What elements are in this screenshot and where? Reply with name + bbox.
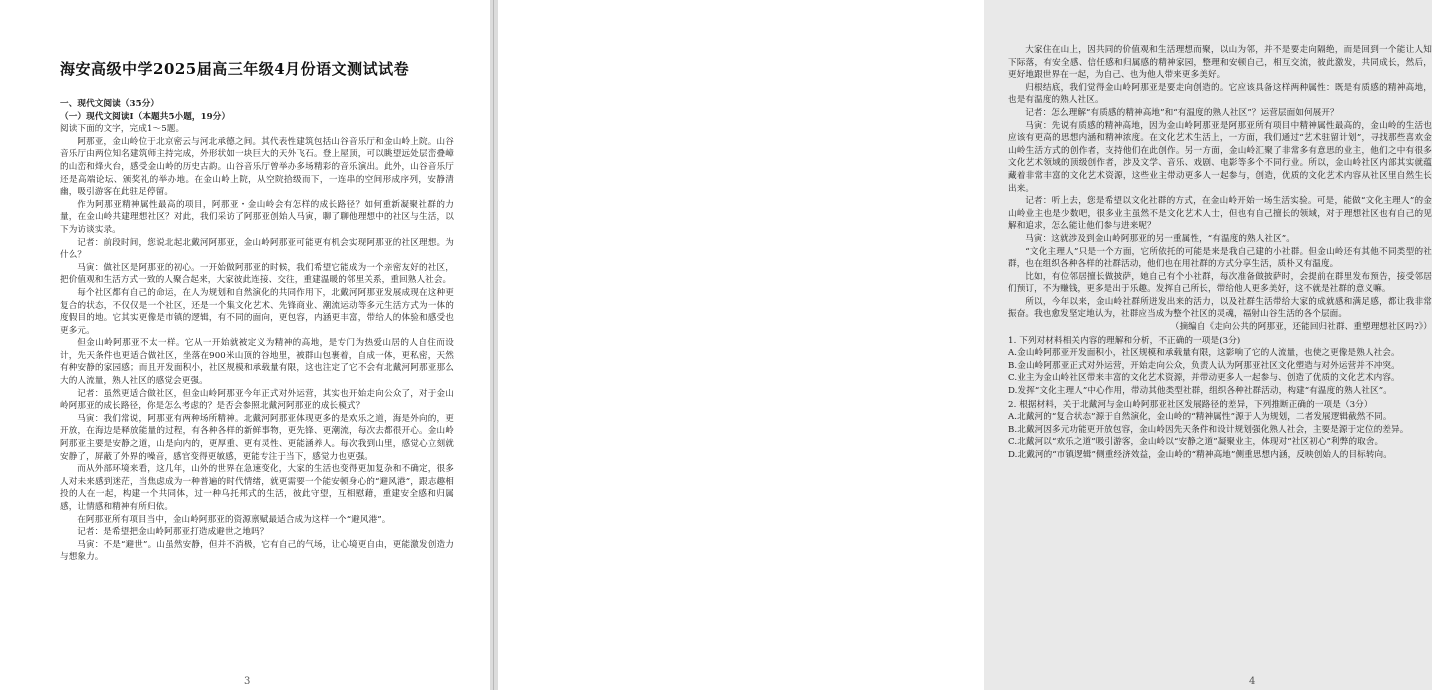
doc-title: 海安高级中学2025届高三年级4月份语文测试试卷 [60, 60, 410, 78]
question-option: A.金山岭阿那亚开发面积小，社区规模和承载量有限，这影响了它的人流量，也使之更像是熟人社会。 [1008, 348, 1400, 359]
page-gutter [490, 0, 498, 690]
page-number: 4 [1249, 676, 1256, 687]
section-heading: 一、现代文阅读（35分） [60, 99, 160, 109]
paragraph: 而从外部环境来看，这几年，山外的世界在急速变化，大家的生活也变得更加复杂和不确定，很多人对未来感到迷茫，当焦虑成为一种普遍的时代情绪，就更需要一个能安顿身心的“避风港”，跟志趣相投的人在一起，构建一个共同体，过一种乌托邦式的生活，彼此守望，互相慰藉，重建安全感和归属感，让情感和精神有所归依。 [60, 464, 454, 512]
instruction: 阅读下面的文字，完成1～5题。 [60, 124, 185, 135]
paragraph: 但金山岭阿那亚不太一样。它从一开始就被定义为精神的高地，是专门为热爱山居的人自住而设计，先天条件也更适合做社区，坐落在900米山顶的谷地里，被群山包裹着，自成一体，更私密，天然有种安静的家园感；而且开发面积小，社区规模和承载量有限，这也注定了它不会有北戴河阿那亚那么大的人流量，熟人社区的感觉会更强。 [60, 338, 454, 387]
paragraph: 马寅：我们常说，阿那亚有两种场所精神。北戴河阿那亚体现更多的是欢乐之道，海是外向的，更开放，在海边是释放能量的过程，有各种各样的新鲜事物，更先锋、更潮流，每次去都很开心。金山岭阿那亚主要是安静之道，山是向内的，更厚重、更有灵性、更能涵养人。每次我到山里，感觉心立刻就安静了，屏蔽了外界的噪音，感官变得更敏感，更能专注于当下，感觉力也更强。 [60, 413, 454, 462]
subsection-heading: （一）现代文阅读Ⅰ（本题共5小题，19分） [60, 111, 231, 122]
question-option: C.业主为金山岭社区带来丰富的文化艺术资源，并带动更多人一起参与、创造了优质的文化艺术内容。 [1008, 373, 1400, 384]
paragraph: 归根结底，我们觉得金山岭阿那亚是要走向创造的。它应该具备这样两种属性：既是有质感的精神高地，也是有温度的熟人社区。 [1008, 82, 1432, 106]
paragraph: 马寅：这就涉及到金山岭阿那亚的另一重属性，“有温度的熟人社区”。 [1025, 233, 1295, 244]
paragraph: 记者：是希望把金山岭阿那亚打造成避世之地吗？ [77, 527, 269, 538]
paragraph: 记者：虽然更适合做社区，但金山岭阿那亚今年正式对外运营，其实也开始走向公众了，对于金山岭阿那亚的成长路径，你是怎么考虑的？是否会参照北戴河阿那亚的成长模式？ [60, 388, 454, 412]
question-option: C.北戴河以“欢乐之道”吸引游客，金山岭以“安静之道”凝聚业主，体现对“社区初心”利弊的取舍。 [1008, 437, 1384, 448]
paragraph: 马寅：先说有质感的精神高地，因为金山岭阿那亚是阿那亚所有项目中精神属性最高的，金山岭的生活也应该有更高的思想内涵和精神浓度。在文化艺术生活上，一方面，我们通过“艺术驻留计划”，寻找那些喜欢金山岭生活方式的创作者，支持他们在此创作。另一方面，金山岭汇聚了非常多有意思的业主，他们之中有很多文化艺术领域的顶级创作者，涉及文学、音乐、戏剧、电影等多个不同行业。所以，金山岭社区内部其实就蕴藏着非常丰富的文化艺术资源，这些业主带动更多人一起参与，创造，优质的文化艺术内容从社区里自然生长出来。 [1008, 120, 1432, 194]
paragraph: “文化主理人”只是一个方面，它所依托的可能是来是我自己建的小社群。但金山岭还有其他不同类型的社群，也在组织各种各样的社群活动，他们也在用社群的方式分享生活，质朴又有温度。 [1008, 246, 1432, 270]
question-option: B.北戴河因多元功能更开放包容，金山岭因先天条件和设计规划强化熟人社会，主要是源于定位的差异。 [1008, 424, 1409, 435]
paragraph: 记者：听上去，您是希望以文化社群的方式，在金山岭开始一场生活实验。可是，能做“文化主理人”的金山岭业主也是少数吧，很多业主虽然不是文化艺术人士，但也有自己擅长的领域，对于理想社区也有自己的见解和追求，怎么能让他们参与进来呢？ [1008, 196, 1432, 232]
paragraph: 记者：前段时间，您说北起北戴河阿那亚，金山岭阿那亚可能更有机会实现阿那亚的社区理想。为什么？ [60, 237, 454, 261]
source-citation: （摘编自《走向公共的阿那亚，还能回归社群、重塑理想社区吗?》） [1170, 322, 1432, 333]
paragraph: 作为阿那亚精神属性最高的项目，阿那亚・金山岭会有怎样的成长路径？如何重新凝聚社群的力量，在金山岭共建理想社区？对此，我们采访了阿那亚创始人马寅，聊了聊他理想中的社区与生活，以下为访谈实录。 [60, 199, 454, 235]
page-number: 3 [244, 676, 251, 687]
question-option: D.发挥“文化主理人”中心作用，带动其他类型社群，组织各种社群活动，构建“有温度的熟人社区”。 [1008, 386, 1392, 397]
question-option: D.北戴河的“市镇逻辑”侧重经济效益，金山岭的“精神高地”侧重思想内涵，反映创始人的目标转向。 [1008, 450, 1392, 460]
left-column [60, 98, 454, 564]
paragraph: 大家住在山上，因共同的价值观和生活理想而聚，以山为邻，并不是要走向隔绝，而是回到一个能让人知下际落，有安全感、信任感和归属感的精神家园，整理和安顿自己，相互交流，彼此激发，共同成长，然后，更好地跟世界在一起，为自己、也为他人带来更多美好。 [1008, 45, 1432, 81]
paragraph: 记者：怎么理解“有质感的精神高地”和“有温度的熟人社区”？运营层面如何展开？ [1025, 107, 1339, 118]
page-right [498, 0, 1432, 690]
paragraph: 所以，今年以来，金山岭社群所迸发出来的活力，以及社群生活带给大家的成就感和满足感，都让我非常振奋。我也愈发坚定地认为，社群应当成为整个社区的灵魂，福射山谷生活的各个层面。 [1008, 296, 1432, 320]
question-stem: 2. 根据材料，关于北戴河与金山岭阿那亚社区发展路径的差异，下列推断正确的一项是（3分） [1008, 399, 1373, 410]
paragraph: 比如，有位邻居擅长做披萨，她自己有个小社群，每次准备做披萨时，会提前在群里发布预告，接受邻居们预订，不为赚钱，更多是出于乐趣。发挥自己所长，带给他人更多美好，这不就是社群的意义嘛。 [1008, 271, 1432, 295]
question-option: B.金山岭阿那亚正式对外运营，开始走向公众，负责人认为阿那亚社区文化塑造与对外运营并不冲突。 [1008, 360, 1400, 371]
paragraph: 阿那亚，金山岭位于北京密云与河北承德之间。其代表性建筑包括山谷音乐厅和金山岭上院。山谷音乐厅由两位知名建筑师主持完成，外形状如一块巨大的天外飞石。登上屋顶，可以眺望远处层峦叠嶂的山峦和烽火台，感受金山岭的历史古韵。山谷音乐厅曾举办多场精彩的音乐演出。此外，山谷音乐厅还是高端论坛、颁奖礼的举办地。在金山岭上院，从空院拾级而下，一连串的空间形成序列，安静清幽，吸引游客在此驻足停留。 [60, 136, 454, 198]
question-option: A.北戴河的“复合状态”源于自然演化，金山岭的“精神属性”源于人为规划，二者发展逻辑截然不同。 [1008, 412, 1392, 423]
paragraph: 每个社区都有自己的命运，在人为规划和自然演化的共同作用下，北戴河阿那亚发展成现在这种更复合的状态，不仅仅是一个社区，还是一个集文化艺术、先锋商业、潮流运动等多元生活方式为一体的度假目的地。它其实更像是市镇的逻辑，有不同的面向，更包容，内涵更丰富，带给人的体验和感受也更多元。 [60, 287, 454, 336]
paragraph: 在阿那亚所有项目当中，金山岭阿那亚的资源禀赋最适合成为这样一个“避风港”。 [77, 514, 391, 525]
paragraph: 马寅：不是“避世”。山虽然安静，但并不消极，它有自己的气场，让心境更自由，更能激发创造力与想象力。 [60, 539, 454, 563]
question-stem: 1. 下列对材料相关内容的理解和分析，不正确的一项是(3分) [1008, 335, 1241, 346]
paragraph: 马寅：做社区是阿那亚的初心。一开始做阿那亚的时候，我们希望它能成为一个亲密友好的社区，把价值观和生活方式一致的人聚合起来，大家彼此连接、交往，重建温暖的邻里关系，重回熟人社会。 [60, 262, 454, 286]
page-left [0, 0, 490, 690]
right-column [1008, 44, 1432, 462]
